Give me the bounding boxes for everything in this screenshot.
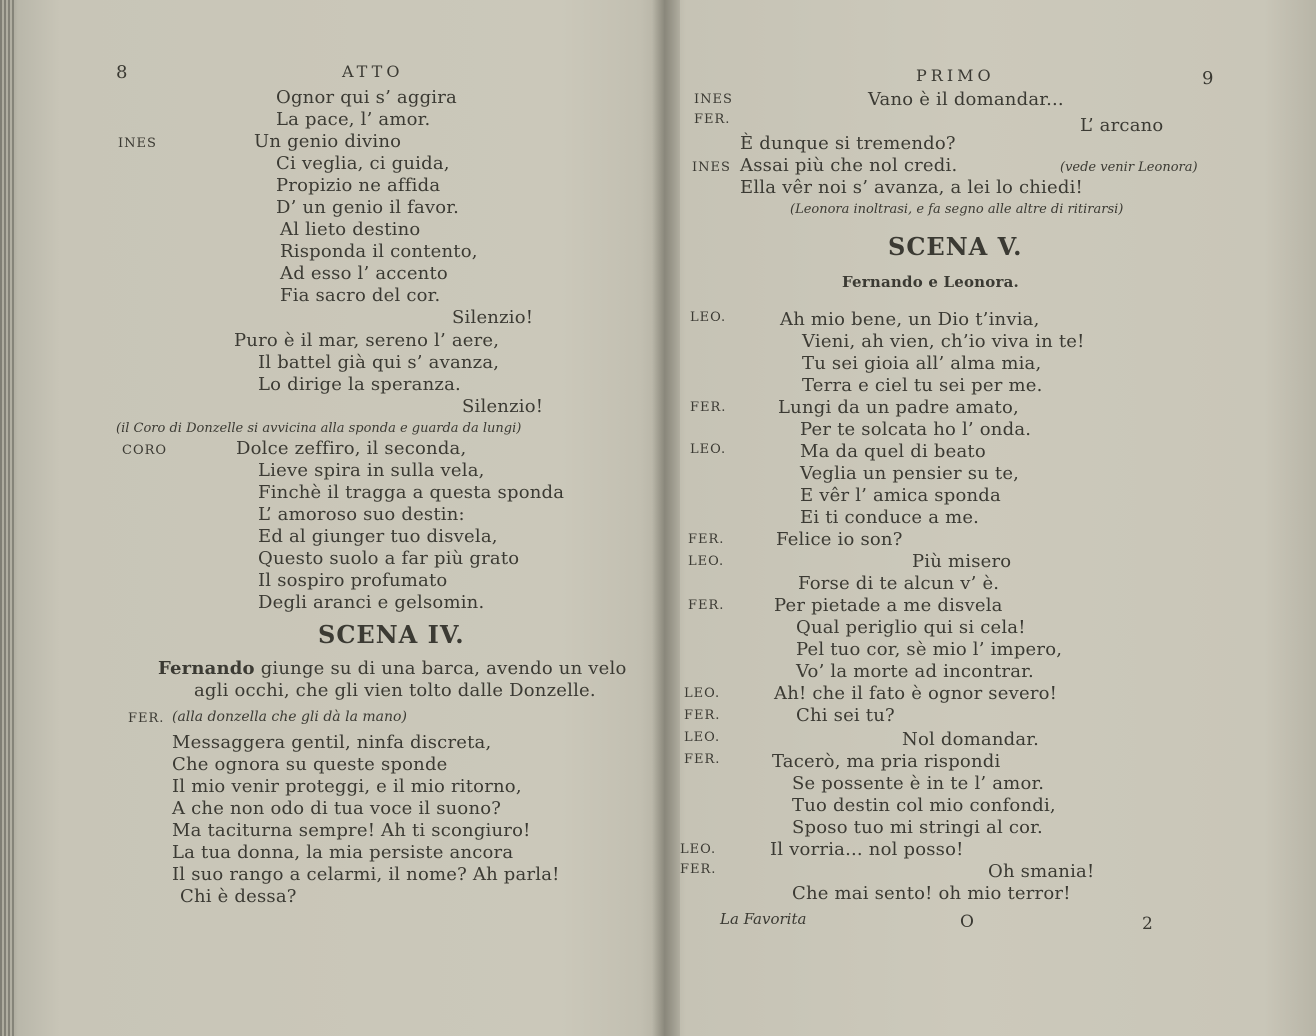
verse-line: D’ un genio il favor. [276, 197, 460, 218]
verse-line: Finchè il tragga a questa sponda [258, 482, 565, 503]
speaker-label: FER. [688, 598, 725, 613]
speaker-label: FER. [680, 862, 717, 877]
verse-line: La tua donna, la mia persiste ancora [172, 842, 514, 863]
verse-line: Per te solcata ho l’ onda. [800, 419, 1032, 440]
running-header: PRIMO [916, 66, 995, 85]
stage-direction-text: giunge su di una barca, avendo un velo [260, 658, 627, 679]
speaker-label: LEO. [690, 442, 727, 457]
verse-line: Ma taciturna sempre! Ah ti scongiuro! [172, 820, 531, 841]
verse-line: Ah! che il fato è ognor severo! [774, 683, 1058, 704]
speaker-label: LEO. [684, 730, 721, 745]
verse-line: Veglia un pensier su te, [800, 463, 1020, 484]
book-gutter [652, 0, 680, 1036]
verse-line: Ma da quel di beato [800, 441, 986, 462]
verse-line: Vano è il domandar... [868, 89, 1064, 110]
verse-line: Ed al giunger tuo disvela, [258, 526, 498, 547]
character-name: Fernando [158, 658, 255, 679]
verse-line: Propizio ne affida [276, 175, 441, 196]
verse-line: Chi sei tu? [796, 705, 895, 726]
right-page [664, 0, 1316, 1036]
verse-line: Lungi da un padre amato, [778, 397, 1019, 418]
verse-line: Dolce zeffiro, il seconda, [236, 438, 467, 459]
page-edge [0, 0, 14, 1036]
verse-line: E vêr l’ amica sponda [800, 485, 1001, 506]
verse-line: Che mai sento! oh mio terror! [792, 883, 1071, 904]
scene-characters: Fernando e Leonora. [842, 273, 1019, 291]
signature-mark: 2 [1142, 914, 1153, 934]
speaker-label: LEO. [684, 686, 721, 701]
page-number: 8 [116, 62, 128, 83]
verse-line: Chi è dessa? [180, 886, 297, 907]
verse-line: Oh smania! [988, 861, 1095, 882]
speaker-label: FER. [688, 532, 725, 547]
verse-line: Degli aranci e gelsomin. [258, 592, 485, 613]
verse-line: Un genio divino [254, 131, 402, 152]
stage-direction: (vede venir Leonora) [1060, 160, 1198, 175]
speaker-label: LEO. [680, 842, 717, 857]
stage-direction: (Leonora inoltrasi, e fa segno alle altre di ritirarsi) [790, 202, 1124, 217]
verse-line: Terra e ciel tu sei per me. [802, 375, 1043, 396]
verse-line: Per pietade a me disvela [774, 595, 1003, 616]
stage-direction-line: agli occhi, che gli vien tolto dalle Donzelle. [194, 680, 596, 701]
verse-line: Pel tuo cor, sè mio l’ impero, [796, 639, 1063, 660]
verse-line: Il vorria... nol posso! [770, 839, 964, 860]
running-header: ATTO [342, 62, 404, 81]
verse-line: Fia sacro del cor. [280, 285, 441, 306]
verse-line: Nol domandar. [902, 729, 1040, 750]
verse-line: Tacerò, ma pria rispondi [772, 751, 1001, 772]
speaker-label: FER. [694, 112, 731, 127]
verse-line: La pace, l’ amor. [276, 109, 431, 130]
verse-line: Ella vêr noi s’ avanza, a lei lo chiedi! [740, 177, 1083, 198]
verse-line: Felice io son? [776, 529, 903, 550]
verse-line: Al lieto destino [280, 219, 421, 240]
verse-line: Sposo tuo mi stringi al cor. [792, 817, 1043, 838]
speaker-label: INES [118, 136, 157, 151]
verse-line: Risponda il contento, [280, 241, 478, 262]
verse-line: Ad esso l’ accento [280, 263, 448, 284]
verse-line: L’ amoroso suo destin: [258, 504, 465, 525]
verse-line: Lo dirige la speranza. [258, 374, 461, 395]
verse-line: Se possente è in te l’ amor. [792, 773, 1045, 794]
speaker-label: CORO [122, 443, 168, 458]
verse-line: Messaggera gentil, ninfa discreta, [172, 732, 492, 753]
verse-line: Silenzio! [462, 396, 544, 417]
verse-line: Silenzio! [452, 307, 534, 328]
speaker-label: FER. [690, 400, 727, 415]
footer-mark: O [960, 912, 974, 932]
speaker-label: FER. [128, 711, 165, 726]
speaker-label: FER. [684, 752, 721, 767]
stage-direction: (il Coro di Donzelle si avvicina alla sponda e guarda da lungi) [116, 421, 522, 436]
speaker-label: LEO. [690, 310, 727, 325]
verse-line: Il mio venir proteggi, e il mio ritorno, [172, 776, 522, 797]
stage-direction: (alla donzella che gli dà la mano) [172, 709, 407, 725]
verse-line: Puro è il mar, sereno l’ aere, [234, 330, 500, 351]
page-number: 9 [1202, 68, 1214, 89]
verse-line: Vo’ la morte ad incontrar. [796, 661, 1034, 682]
verse-line: Che ognora su queste sponde [172, 754, 448, 775]
verse-line: Tu sei gioia all’ alma mia, [802, 353, 1042, 374]
verse-line: Assai più che nol credi. [740, 155, 958, 176]
verse-line: Qual periglio qui si cela! [796, 617, 1026, 638]
verse-line: Questo suolo a far più grato [258, 548, 520, 569]
speaker-label: LEO. [688, 554, 725, 569]
stage-direction-line [158, 659, 627, 679]
verse-line: A che non odo di tua voce il suono? [172, 798, 502, 819]
scene-heading: SCENA V. [888, 232, 1023, 261]
speaker-label: INES [694, 92, 733, 107]
speaker-label: INES [692, 160, 731, 175]
verse-line: Ei ti conduce a me. [800, 507, 980, 528]
footer-title: La Favorita [720, 910, 807, 928]
verse-line: Forse di te alcun v’ è. [798, 573, 1000, 594]
verse-line: Ognor qui s’ aggira [276, 87, 457, 108]
verse-line: Più misero [912, 551, 1012, 572]
verse-line: Ah mio bene, un Dio t’invia, [780, 309, 1040, 330]
verse-line: L’ arcano [1080, 115, 1164, 136]
verse-line: Lieve spira in sulla vela, [258, 460, 485, 481]
verse-line: Il battel già qui s’ avanza, [258, 352, 500, 373]
speaker-label: FER. [684, 708, 721, 723]
verse-line: Ci veglia, ci guida, [276, 153, 450, 174]
verse-line: È dunque si tremendo? [740, 133, 956, 154]
verse-line: Tuo destin col mio confondi, [792, 795, 1056, 816]
verse-line: Vieni, ah vien, ch’io viva in te! [802, 331, 1085, 352]
scene-heading: SCENA IV. [318, 620, 465, 649]
verse-line: Il suo rango a celarmi, il nome? Ah parla! [172, 864, 560, 885]
verse-line: Il sospiro profumato [258, 570, 448, 591]
